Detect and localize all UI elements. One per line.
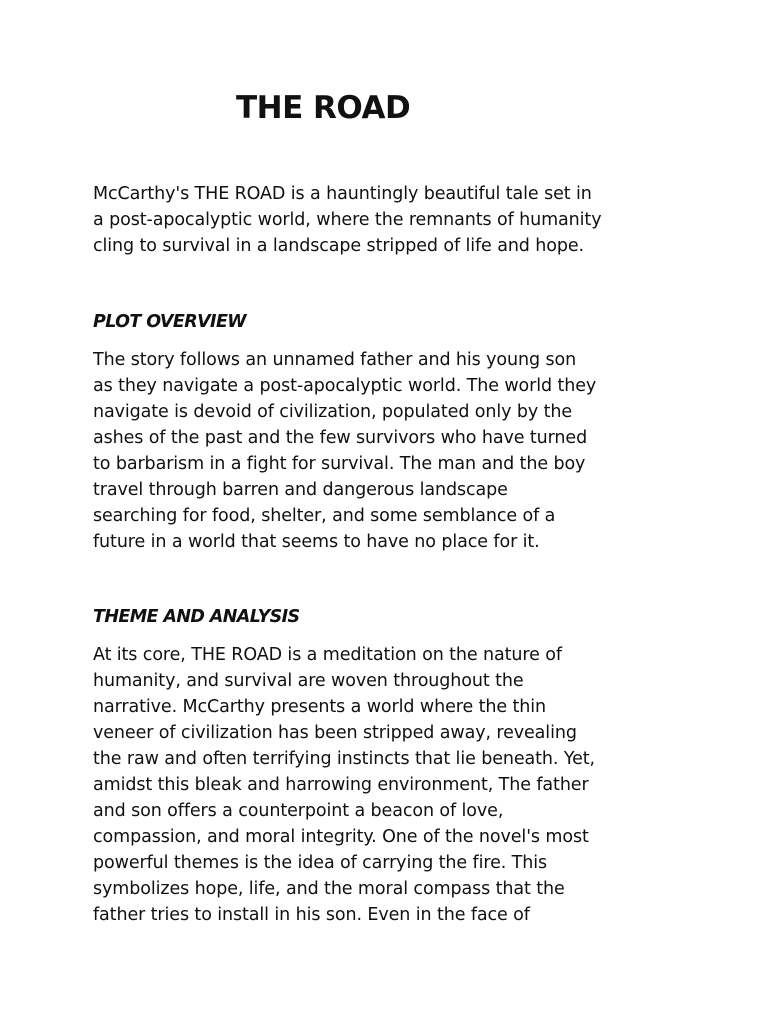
section-heading-theme-and-analysis: THEME AND ANALYSIS: [93, 607, 300, 627]
paragraph-line: cling to survival in a landscape stripped of life and hope.: [93, 236, 585, 256]
paragraph-line: as they navigate a post-apocalyptic world. The world they: [93, 376, 597, 396]
paragraph-line: a post-apocalyptic world, where the remnants of humanity: [93, 210, 602, 230]
paragraph-line: At its core, THE ROAD is a meditation on the nature of: [93, 645, 562, 665]
paragraph-line: future in a world that seems to have no place for it.: [93, 532, 540, 552]
paragraph-line: travel through barren and dangerous landscape: [93, 480, 508, 500]
paragraph-line: searching for food, shelter, and some semblance of a: [93, 506, 556, 526]
intro-paragraph: [93, 181, 693, 259]
paragraph-line: humanity, and survival are woven throughout the: [93, 671, 524, 691]
paragraph-line: amidst this bleak and harrowing environment, The father: [93, 775, 589, 795]
section-heading-plot-overview: PLOT OVERVIEW: [93, 312, 246, 332]
paragraph-line: the raw and often terrifying instincts that lie beneath. Yet,: [93, 749, 596, 769]
paragraph-line: navigate is devoid of civilization, populated only by the: [93, 402, 573, 422]
paragraph-line: compassion, and moral integrity. One of the novel's most: [93, 827, 589, 847]
document-title: THE ROAD: [236, 90, 411, 126]
paragraph-line: symbolizes hope, life, and the moral compass that the: [93, 879, 565, 899]
paragraph-line: to barbarism in a fight for survival. The man and the boy: [93, 454, 586, 474]
paragraph-line: father tries to install in his son. Even in the face of: [93, 905, 530, 925]
paragraph-line: ashes of the past and the few survivors who have turned: [93, 428, 588, 448]
paragraph-line: powerful themes is the idea of carrying the fire. This: [93, 853, 548, 873]
paragraph-line: The story follows an unnamed father and his young son: [93, 350, 577, 370]
paragraph-line: McCarthy's THE ROAD is a hauntingly beautiful tale set in: [93, 184, 592, 204]
theme-analysis-paragraph: [93, 642, 693, 928]
paragraph-line: narrative. McCarthy presents a world where the thin: [93, 697, 546, 717]
paragraph-line: veneer of civilization has been stripped away, revealing: [93, 723, 577, 743]
paragraph-line: and son offers a counterpoint a beacon of love,: [93, 801, 504, 821]
plot-overview-paragraph: [93, 347, 693, 555]
